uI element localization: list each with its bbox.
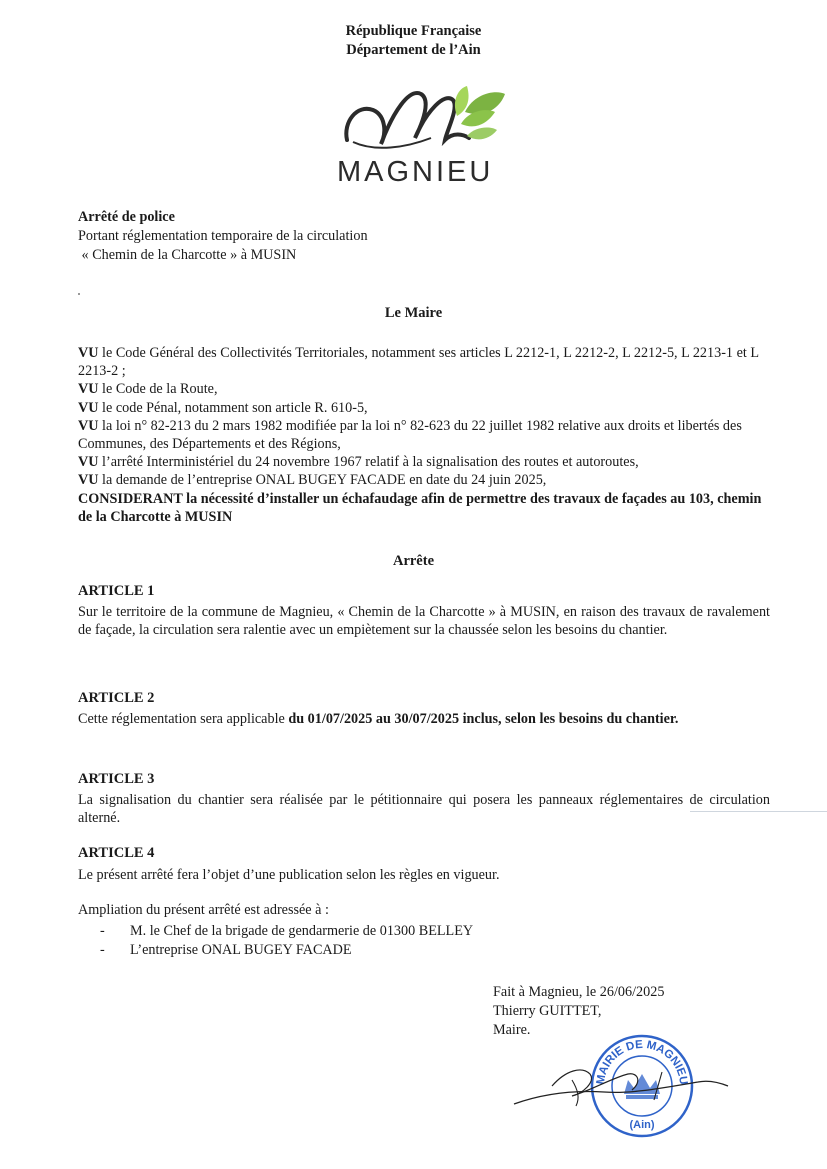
signature-graphic xyxy=(512,1060,732,1120)
article-3-title: ARTICLE 3 xyxy=(78,771,155,787)
list-item: - L’entreprise ONAL BUGEY FACADE xyxy=(100,942,352,958)
signature-name: Thierry GUITTET, xyxy=(493,1003,602,1019)
handwritten-signature xyxy=(512,1060,732,1120)
considerant-line: CONSIDERANT la nécessité d’installer un échafaudage afin de permettre des travaux de façades au 103, chemin de la Charcotte à MUSIN xyxy=(78,490,762,525)
logo-wordmark: MAGNIEU xyxy=(337,156,494,187)
list-item: - M. le Chef de la brigade de gendarmerie de 01300 BELLEY xyxy=(100,923,474,939)
objet-line: « Chemin de la Charcotte » à MUSIN xyxy=(78,247,297,263)
leaf-icon xyxy=(467,128,497,140)
stamp-bottom-text: (Ain) xyxy=(629,1119,655,1131)
article-2-title: ARTICLE 2 xyxy=(78,690,155,706)
article-3-body: La signalisation du chantier sera réalisée par le pétitionnaire qui posera les panneaux réglementaires de circulation alterné. xyxy=(78,792,770,827)
magnieu-logo xyxy=(335,82,510,187)
ampliation-intro: Ampliation du présent arrêté est adressée à : xyxy=(78,902,329,918)
article-4-title: ARTICLE 4 xyxy=(78,845,155,861)
visa-line: VU le code Pénal, notamment son article R. 610-5, xyxy=(78,399,368,416)
objet-block xyxy=(78,208,578,265)
logo-graphic xyxy=(335,82,510,187)
scan-edge-line xyxy=(690,811,827,812)
header-departement: Département de l’Ain xyxy=(346,42,481,58)
ampliation-list xyxy=(100,922,473,960)
visa-line: VU l’arrêté Interministériel du 24 novembre 1967 relatif à la signalisation des routes et autoroutes, xyxy=(78,454,639,471)
header-republique: République Française xyxy=(345,23,482,39)
arrete-heading: Arrête xyxy=(392,553,435,569)
document-header xyxy=(0,22,827,60)
signature-place-date: Fait à Magnieu, le 26/06/2025 xyxy=(493,984,665,1000)
leaf-icon xyxy=(461,110,495,126)
objet-line: Portant réglementation temporaire de la circulation xyxy=(78,228,368,244)
visa-line: VU le Code Général des Collectivités Territoriales, notamment ses articles L 2212-1, L 2212-2, L 2212-5, L 2213-1 et L 2213-2 ; xyxy=(78,345,759,380)
article-4-body: Le présent arrêté fera l’objet d’une publication selon les règles en vigueur. xyxy=(78,867,500,883)
visa-line: VU la demande de l’entreprise ONAL BUGEY FACADE en date du 24 juin 2025, xyxy=(78,472,547,489)
article-2-body: Cette réglementation sera applicable du 01/07/2025 au 30/07/2025 inclus, selon les besoins du chantier. xyxy=(78,711,679,727)
visa-line: VU le Code de la Route, xyxy=(78,381,218,398)
maire-heading: Le Maire xyxy=(384,305,443,321)
article-1-body: Sur le territoire de la commune de Magnieu, « Chemin de la Charcotte » à MUSIN, en raison des travaux de ravalement de façade, la circulation sera ralentie avec un empiètement sur la chaussée selon les besoins du chantier. xyxy=(78,604,770,639)
signature-title: Maire. xyxy=(493,1022,531,1038)
objet-title: Arrêté de police xyxy=(78,209,175,225)
logo-m-stroke xyxy=(346,93,469,144)
visas-block xyxy=(78,344,770,526)
article-1-title: ARTICLE 1 xyxy=(78,583,155,599)
logo-m-swash xyxy=(353,138,431,148)
scan-speck xyxy=(78,293,80,295)
visa-line: VU la loi n° 82-213 du 2 mars 1982 modifiée par la loi n° 82-623 du 22 juillet 1982 relative aux droits et libertés des Communes, des Départements et des Régions, xyxy=(78,417,742,453)
stamp-top-text: MAIRIE DE MAGNIEU xyxy=(594,1038,690,1086)
